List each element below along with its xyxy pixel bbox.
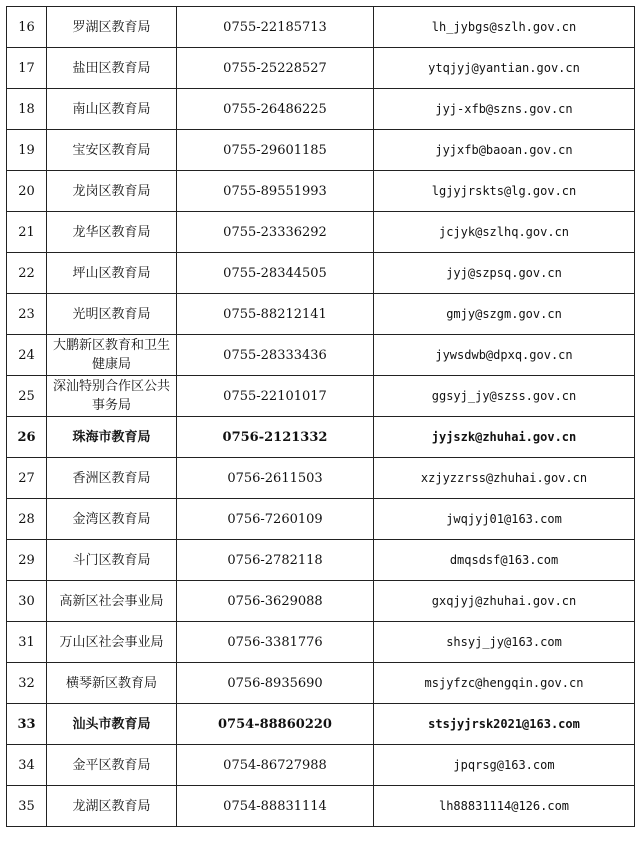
- row-number: 28: [7, 499, 47, 540]
- bureau-name: 汕头市教育局: [47, 704, 177, 745]
- bureau-name: 光明区教育局: [47, 294, 177, 335]
- table-row: [7, 376, 635, 417]
- table-row: [7, 294, 635, 335]
- email-address: jyjxfb@baoan.gov.cn: [374, 130, 635, 171]
- email-address: lh88831114@126.com: [374, 786, 635, 827]
- table-row: [7, 622, 635, 663]
- email-address: dmqsdsf@163.com: [374, 540, 635, 581]
- phone-number: 0754-88831114: [177, 786, 374, 827]
- bureau-name: 南山区教育局: [47, 89, 177, 130]
- email-address: xzjyzzrss@zhuhai.gov.cn: [374, 458, 635, 499]
- phone-number: 0754-88860220: [177, 704, 374, 745]
- phone-number: 0755-22185713: [177, 7, 374, 48]
- phone-number: 0756-3629088: [177, 581, 374, 622]
- bureau-name: 宝安区教育局: [47, 130, 177, 171]
- table-row: [7, 745, 635, 786]
- table-row: [7, 253, 635, 294]
- row-number: 22: [7, 253, 47, 294]
- bureau-name: 盐田区教育局: [47, 48, 177, 89]
- phone-number: 0755-26486225: [177, 89, 374, 130]
- email-address: jyj@szpsq.gov.cn: [374, 253, 635, 294]
- table-row: [7, 212, 635, 253]
- email-address: jyjszk@zhuhai.gov.cn: [374, 417, 635, 458]
- table-row: [7, 89, 635, 130]
- table-row: [7, 458, 635, 499]
- email-address: jyj-xfb@szns.gov.cn: [374, 89, 635, 130]
- email-address: gmjy@szgm.gov.cn: [374, 294, 635, 335]
- table-row: [7, 540, 635, 581]
- bureau-name: 斗门区教育局: [47, 540, 177, 581]
- row-number: 30: [7, 581, 47, 622]
- phone-number: 0755-23336292: [177, 212, 374, 253]
- email-address: lh_jybgs@szlh.gov.cn: [374, 7, 635, 48]
- phone-number: 0756-7260109: [177, 499, 374, 540]
- row-number: 18: [7, 89, 47, 130]
- row-number: 21: [7, 212, 47, 253]
- email-address: gxqjyj@zhuhai.gov.cn: [374, 581, 635, 622]
- table-row: [7, 417, 635, 458]
- bureau-name: 香洲区教育局: [47, 458, 177, 499]
- row-number: 35: [7, 786, 47, 827]
- row-number: 29: [7, 540, 47, 581]
- table-row: [7, 48, 635, 89]
- bureau-name: 坪山区教育局: [47, 253, 177, 294]
- row-number: 31: [7, 622, 47, 663]
- bureau-name: 横琴新区教育局: [47, 663, 177, 704]
- table-row: [7, 663, 635, 704]
- table-row: [7, 335, 635, 376]
- table-row: [7, 7, 635, 48]
- row-number: 32: [7, 663, 47, 704]
- phone-number: 0755-88212141: [177, 294, 374, 335]
- phone-number: 0756-2782118: [177, 540, 374, 581]
- email-address: msjyfzc@hengqin.gov.cn: [374, 663, 635, 704]
- email-address: shsyj_jy@163.com: [374, 622, 635, 663]
- row-number: 16: [7, 7, 47, 48]
- row-number: 26: [7, 417, 47, 458]
- row-number: 24: [7, 335, 47, 376]
- phone-number: 0756-2121332: [177, 417, 374, 458]
- phone-number: 0756-3381776: [177, 622, 374, 663]
- row-number: 19: [7, 130, 47, 171]
- phone-number: 0756-8935690: [177, 663, 374, 704]
- phone-number: 0755-22101017: [177, 376, 374, 417]
- phone-number: 0755-89551993: [177, 171, 374, 212]
- email-address: jywsdwb@dpxq.gov.cn: [374, 335, 635, 376]
- phone-number: 0755-28344505: [177, 253, 374, 294]
- table-row: [7, 130, 635, 171]
- table-row: [7, 581, 635, 622]
- bureau-name: 大鹏新区教育和卫生健康局: [47, 335, 177, 376]
- row-number: 17: [7, 48, 47, 89]
- bureau-name: 深汕特别合作区公共事务局: [47, 376, 177, 417]
- email-address: jcjyk@szlhq.gov.cn: [374, 212, 635, 253]
- email-address: ytqjyj@yantian.gov.cn: [374, 48, 635, 89]
- row-number: 23: [7, 294, 47, 335]
- row-number: 20: [7, 171, 47, 212]
- email-address: jpqrsg@163.com: [374, 745, 635, 786]
- phone-number: 0755-29601185: [177, 130, 374, 171]
- bureau-name: 珠海市教育局: [47, 417, 177, 458]
- table-body: [7, 7, 635, 827]
- phone-number: 0755-25228527: [177, 48, 374, 89]
- phone-number: 0755-28333436: [177, 335, 374, 376]
- phone-number: 0756-2611503: [177, 458, 374, 499]
- table-row: [7, 171, 635, 212]
- bureau-name: 龙湖区教育局: [47, 786, 177, 827]
- phone-number: 0754-86727988: [177, 745, 374, 786]
- bureau-name: 龙岗区教育局: [47, 171, 177, 212]
- bureau-name: 龙华区教育局: [47, 212, 177, 253]
- bureau-name: 金湾区教育局: [47, 499, 177, 540]
- bureau-name: 高新区社会事业局: [47, 581, 177, 622]
- row-number: 27: [7, 458, 47, 499]
- email-address: stsjyjrsk2021@163.com: [374, 704, 635, 745]
- bureau-name: 罗湖区教育局: [47, 7, 177, 48]
- row-number: 34: [7, 745, 47, 786]
- contact-table: [6, 6, 635, 827]
- table-row: [7, 499, 635, 540]
- bureau-name: 万山区社会事业局: [47, 622, 177, 663]
- email-address: jwqjyj01@163.com: [374, 499, 635, 540]
- table-row: [7, 704, 635, 745]
- row-number: 25: [7, 376, 47, 417]
- bureau-name: 金平区教育局: [47, 745, 177, 786]
- email-address: ggsyj_jy@szss.gov.cn: [374, 376, 635, 417]
- table-row: [7, 786, 635, 827]
- email-address: lgjyjrskts@lg.gov.cn: [374, 171, 635, 212]
- row-number: 33: [7, 704, 47, 745]
